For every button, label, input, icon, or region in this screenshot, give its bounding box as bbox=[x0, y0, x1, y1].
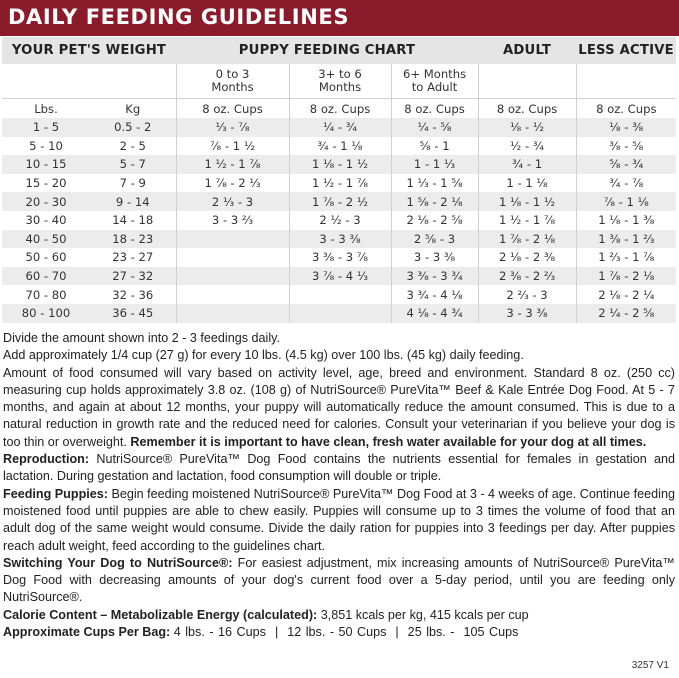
table-cell: 3 ³⁄₄ - 4 ¹⁄₈ bbox=[391, 285, 478, 304]
table-cell: 27 - 32 bbox=[90, 267, 176, 286]
table-cell: 1 ¹⁄₂ - 1 ⁷⁄₈ bbox=[289, 174, 391, 193]
table-cell: 32 - 36 bbox=[90, 285, 176, 304]
table-cell: ⁵⁄₈ - 1 bbox=[391, 137, 478, 156]
table-cell: ¹⁄₄ - ⁵⁄₈ bbox=[391, 118, 478, 137]
table-cell: ¹⁄₃ - ⁷⁄₈ bbox=[176, 118, 289, 137]
paragraph: Feeding Puppies: Begin feeding moistened NutriSource® PureVita™ Dog Food at 3 - 4 weeks of age. Continue feeding moistened food until puppies are able to chew easily. Puppies will consume up to 3 times the volume of food that an adult dog of the same weight would consume. Divide the daily ration for puppies into 3 feedings per day. After puppies reach adult weight, feed according to the guidelines chart. bbox=[3, 486, 675, 553]
table-cell: ⁵⁄₈ - ³⁄₄ bbox=[576, 155, 676, 174]
table-cell: ³⁄₈ - ⁵⁄₈ bbox=[576, 137, 676, 156]
table-row bbox=[2, 230, 676, 249]
table-cell: 1 - 1 ¹⁄₈ bbox=[478, 174, 576, 193]
table-cell: 1 ⁷⁄₈ - 2 ¹⁄₃ bbox=[176, 174, 289, 193]
header-puppy-chart: PUPPY FEEDING CHART bbox=[176, 37, 478, 64]
table-cell bbox=[176, 267, 289, 286]
table-cell: 9 - 14 bbox=[90, 192, 176, 211]
table-cell: ¹⁄₄ - ³⁄₄ bbox=[289, 118, 391, 137]
table-cell: 15 - 20 bbox=[2, 174, 90, 193]
paragraph: Approximate Cups Per Bag: 4 lbs. - 16 Cups | 12 lbs. - 50 Cups | 25 lbs. - 105 Cups bbox=[3, 625, 519, 640]
table-cell: ³⁄₄ - 1 ¹⁄₈ bbox=[289, 137, 391, 156]
table-cell: ³⁄₄ - 1 bbox=[478, 155, 576, 174]
document-code: 3257 V1 bbox=[631, 660, 669, 671]
table-cell: 1 ¹⁄₃ - 1 ⁵⁄₈ bbox=[391, 174, 478, 193]
table-cell: 7 - 9 bbox=[90, 174, 176, 193]
header-pet-weight: YOUR PET'S WEIGHT bbox=[2, 37, 176, 64]
table-row bbox=[2, 174, 676, 193]
table-cell bbox=[176, 304, 289, 323]
table-cell: 2 ¹⁄₂ - 3 bbox=[289, 211, 391, 230]
table-cell: 2 ²⁄₃ - 3 bbox=[478, 285, 576, 304]
table-row bbox=[2, 211, 676, 230]
table-cell: 20 - 30 bbox=[2, 192, 90, 211]
table-cell: 1 ¹⁄₈ - 1 ³⁄₈ bbox=[576, 211, 676, 230]
table-cell bbox=[176, 248, 289, 267]
table-cell: 2 ¹⁄₃ - 3 bbox=[176, 192, 289, 211]
table-row bbox=[2, 155, 676, 174]
table-cell: 36 - 45 bbox=[90, 304, 176, 323]
unit-label: 8 oz. Cups bbox=[176, 99, 289, 119]
age-group-label: 3+ to 6 Months bbox=[289, 64, 391, 99]
table-cell: 50 - 60 bbox=[2, 248, 90, 267]
header-adult: ADULT bbox=[478, 37, 576, 64]
table-cell: 80 - 100 bbox=[2, 304, 90, 323]
paragraph: Reproduction: NutriSource® PureVita™ Dog Food contains the nutrients essential for females in gestation and lactation. During gestation and lactation, food consumption will double or triple. bbox=[3, 452, 675, 484]
table-cell: ¹⁄₈ - ³⁄₈ bbox=[576, 118, 676, 137]
guidelines-text bbox=[3, 330, 675, 641]
table-row bbox=[2, 118, 676, 137]
table-cell: 1 ¹⁄₂ - 1 ⁷⁄₈ bbox=[478, 211, 576, 230]
feeding-table bbox=[2, 37, 676, 323]
paragraph: Add approximately 1/4 cup (27 g) for every 10 lbs. (4.5 kg) over 100 lbs. (45 kg) daily feeding. bbox=[3, 348, 524, 363]
table-cell: 18 - 23 bbox=[90, 230, 176, 249]
units-row bbox=[2, 99, 676, 119]
unit-label: 8 oz. Cups bbox=[289, 99, 391, 119]
unit-label: Lbs. bbox=[2, 99, 90, 119]
table-cell bbox=[176, 285, 289, 304]
age-group-label: 0 to 3 Months bbox=[176, 64, 289, 99]
table-cell: 5 - 10 bbox=[2, 137, 90, 156]
table-cell: 1 ²⁄₃ - 1 ⁷⁄₈ bbox=[576, 248, 676, 267]
table-cell: 3 ³⁄₈ - 3 ³⁄₄ bbox=[391, 267, 478, 286]
unit-label: 8 oz. Cups bbox=[391, 99, 478, 119]
paragraph: Switching Your Dog to NutriSource®: For easiest adjustment, mix increasing amounts of NutriSource® PureVita™ Dog Food with decreasing amounts of your dog's current food over a 5-day period, until you are feeding only NutriSource®. bbox=[3, 555, 676, 605]
table-cell: ¹⁄₂ - ³⁄₄ bbox=[478, 137, 576, 156]
table-cell: 4 ¹⁄₈ - 4 ³⁄₄ bbox=[391, 304, 478, 323]
table-cell: 1 ⁷⁄₈ - 2 ¹⁄₈ bbox=[478, 230, 576, 249]
table-cell: 3 ⁷⁄₈ - 4 ¹⁄₃ bbox=[289, 267, 391, 286]
table-cell: ¹⁄₈ - ¹⁄₂ bbox=[478, 118, 576, 137]
table-cell: 3 ³⁄₈ - 3 ⁷⁄₈ bbox=[289, 248, 391, 267]
table-cell: 1 ³⁄₈ - 1 ²⁄₃ bbox=[576, 230, 676, 249]
table-cell: 2 ¹⁄₈ - 2 ¹⁄₄ bbox=[576, 285, 676, 304]
age-group-label: 6+ Months to Adult bbox=[391, 64, 478, 99]
paragraph: Calorie Content – Metabolizable Energy (calculated): 3,851 kcals per kg, 415 kcals per cup bbox=[3, 607, 529, 622]
table-cell: 1 ⁷⁄₈ - 2 ¹⁄₂ bbox=[289, 192, 391, 211]
table-row bbox=[2, 192, 676, 211]
table-cell: ³⁄₄ - ⁷⁄₈ bbox=[576, 174, 676, 193]
age-group-row bbox=[2, 64, 676, 99]
unit-label: 8 oz. Cups bbox=[478, 99, 576, 119]
table-cell: 2 ⁵⁄₈ - 3 bbox=[391, 230, 478, 249]
table-cell: 2 ¹⁄₈ - 2 ⁵⁄₈ bbox=[391, 211, 478, 230]
table-cell bbox=[289, 304, 391, 323]
table-header-row bbox=[2, 37, 676, 64]
table-cell: 1 ¹⁄₈ - 1 ¹⁄₂ bbox=[289, 155, 391, 174]
table-cell: 1 ¹⁄₈ - 1 ¹⁄₂ bbox=[478, 192, 576, 211]
table-cell: 30 - 40 bbox=[2, 211, 90, 230]
table-row bbox=[2, 137, 676, 156]
table-row bbox=[2, 248, 676, 267]
unit-label: 8 oz. Cups bbox=[576, 99, 676, 119]
table-cell: 2 ¹⁄₈ - 2 ³⁄₈ bbox=[478, 248, 576, 267]
table-cell: 3 - 3 ³⁄₈ bbox=[391, 248, 478, 267]
table-cell: 1 - 5 bbox=[2, 118, 90, 137]
table-cell: 10 - 15 bbox=[2, 155, 90, 174]
unit-label: Kg bbox=[90, 99, 176, 119]
table-cell: 1 ⁷⁄₈ - 2 ¹⁄₈ bbox=[576, 267, 676, 286]
table-row bbox=[2, 285, 676, 304]
table-cell: 40 - 50 bbox=[2, 230, 90, 249]
table-row bbox=[2, 304, 676, 323]
table-cell: 2 ¹⁄₄ - 2 ⁵⁄₈ bbox=[576, 304, 676, 323]
table-cell: 3 - 3 ³⁄₈ bbox=[478, 304, 576, 323]
table-cell: 23 - 27 bbox=[90, 248, 176, 267]
table-cell: 2 ³⁄₈ - 2 ²⁄₃ bbox=[478, 267, 576, 286]
table-cell: 5 - 7 bbox=[90, 155, 176, 174]
title-banner bbox=[0, 0, 679, 36]
page-title: DAILY FEEDING GUIDELINES bbox=[8, 5, 350, 29]
table-cell: ⁷⁄₈ - 1 ¹⁄₈ bbox=[576, 192, 676, 211]
table-cell: 1 ¹⁄₂ - 1 ⁷⁄₈ bbox=[176, 155, 289, 174]
table-cell: 3 - 3 ³⁄₈ bbox=[289, 230, 391, 249]
header-less-active: LESS ACTIVE bbox=[576, 37, 676, 64]
paragraph: Divide the amount shown into 2 - 3 feedings daily. bbox=[3, 331, 280, 345]
table-row bbox=[2, 267, 676, 286]
paragraph: Amount of food consumed will vary based on activity level, age, breed and environment. Standard 8 oz. (250 cc) measuring cup holds approximately 3.8 oz. (108 g) of NutriSource® PureVita™ Beef & Kale Entrée Dog Food. At 5 - 7 months, and again at about 12 months, your puppy will automatically reduce the amount consumed. This is due to a natural reduction in growth rate and the reduced need for calories. Consult your veterinarian if you believe your dog is too thin or overweight. Remember it is important to have clean, fresh water available for your dog at all times. bbox=[3, 365, 675, 449]
table-cell: 60 - 70 bbox=[2, 267, 90, 286]
table-cell bbox=[289, 285, 391, 304]
table-cell: 0.5 - 2 bbox=[90, 118, 176, 137]
table-cell: 14 - 18 bbox=[90, 211, 176, 230]
table-cell: 2 - 5 bbox=[90, 137, 176, 156]
table-cell: 1 ⁵⁄₈ - 2 ¹⁄₈ bbox=[391, 192, 478, 211]
table-cell bbox=[176, 230, 289, 249]
table-cell: ⁷⁄₈ - 1 ¹⁄₂ bbox=[176, 137, 289, 156]
table-cell: 70 - 80 bbox=[2, 285, 90, 304]
table-cell: 1 - 1 ¹⁄₃ bbox=[391, 155, 478, 174]
table-cell: 3 - 3 ²⁄₃ bbox=[176, 211, 289, 230]
